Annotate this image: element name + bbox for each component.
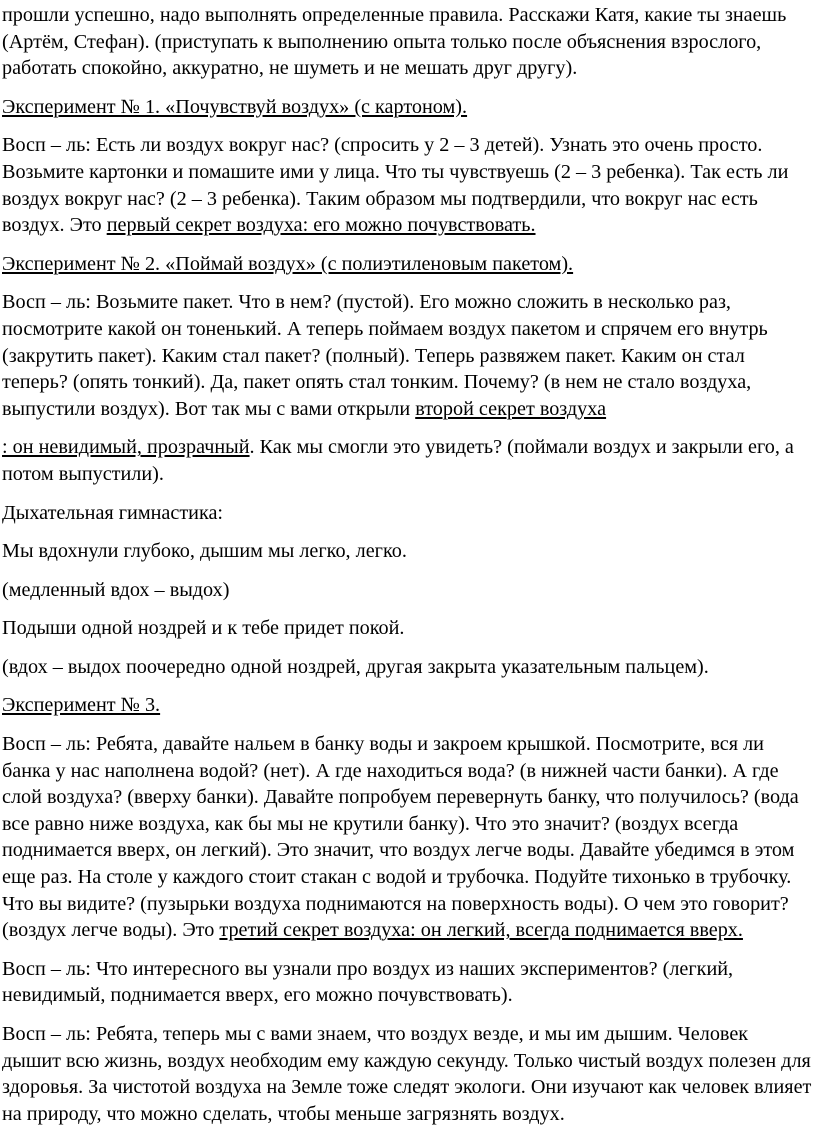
gymnastics-line-3: Подыши одной ноздрей и к тебе придет покой. [2, 617, 405, 640]
gymnastics-line-1: Мы вдохнули глубоко, дышим мы легко, легко. [2, 540, 407, 563]
experiment-2-text: Восп – ль: Возьмите пакет. Что в нем? (пустой). Его можно сложить в несколько раз, посмотрите какой он тоненький. А теперь поймаем воздух пакетом и спрячем его внутрь (закрутить пакет). Каким стал пакет? (полный). Теперь развяжем пакет. Каким он стал теперь? (опять тонкий). Да, пакет опять стал тонким. Почему? (в нем не стало воздуха, выпустили воздух). Вот так мы с вами открыли [2, 291, 768, 420]
experiment-1-heading: Эксперимент № 1. «Почувствуй воздух» (с картоном). [2, 95, 468, 118]
experiment-2-paragraph [2, 289, 812, 422]
experiment-3-paragraph [2, 731, 812, 944]
intro-paragraph: прошли успешно, надо выполнять определенные правила. Расскажи Катя, какие ты знаешь (Артём, Стефан). (приступать к выполнению опыта только после объяснения взрослого, работать спокойно, аккуратно, не шуметь и не мешать друг другу). [2, 4, 787, 80]
experiment-2-heading: Эксперимент № 2. «Поймай воздух» (с полиэтиленовым пакетом). [2, 252, 574, 275]
experiment-3-text: Восп – ль: Ребята, давайте нальем в банку воды и закроем крышкой. Посмотрите, вся ли банка у нас наполнена водой? (нет). А где находиться вода? (в нижней части банки). А где слой воздуха? (вверху банки). Давайте попробуем перевернуть банку, что получилось? (вода все равно ниже воздуха, как бы мы не крутили банку). Что это значит? (воздух всегда поднимается вверх, он легкий). Это значит, что воздух легче воды. Давайте убедимся в этом еще раз. На столе у каждого стоит стакан с водой и трубочка. Подуйте тихонько в трубочку. Что вы видите? (пузырьки воздуха поднимаются на поверхность воды). О чем это говорит? (воздух легче воды). Это [2, 733, 799, 942]
experiment-1-paragraph [2, 132, 812, 238]
experiment-1-text: Восп – ль: Есть ли воздух вокруг нас? (спросить у 2 – 3 детей). Узнать это очень просто. Возьмите картонки и помашите ими у лица. Что ты чувствуешь (2 – 3 ребенка). Так есть ли воздух вокруг нас? (2 – 3 ребенка). Таким образом мы подтвердили, что вокруг нас есть воздух. Это [2, 134, 789, 237]
experiment-3-heading: Эксперимент № 3. [2, 694, 161, 717]
gymnastics-heading: Дыхательная гимнастика: [2, 501, 224, 524]
summary-paragraph: Восп – ль: Что интересного вы узнали про воздух из наших экспериментов? (легкий, невидимый, поднимается вверх, его можно почувствовать). [2, 957, 734, 1007]
closing-paragraph: Восп – ль: Ребята, теперь мы с вами знаем, что воздух везде, и мы им дышим. Человек дышит всю жизнь, воздух необходим ему каждую секунду. Только чистый воздух полезен для здоровья. За чистотой воздуха на Земле тоже следят экологи. Они изучают как человек влияет на природу, что можно сделать, чтобы меньше загрязнять воздух. [2, 1023, 812, 1125]
experiment-3-secret: третий секрет воздуха: он легкий, всегда поднимается вверх. [219, 919, 743, 942]
experiment-2-text-after: . Как мы смогли это увидеть? (поймали воздух и закрыли его, а потом выпустили). [2, 436, 794, 485]
experiment-2-secret-cont: : он невидимый, прозрачный [2, 436, 250, 459]
experiment-2-continuation [2, 434, 812, 487]
gymnastics-line-2: (медленный вдох – выдох) [2, 578, 230, 601]
gymnastics-line-4: (вдох – выдох поочередно одной ноздрей, другая закрыта указательным пальцем). [2, 655, 709, 678]
experiment-2-secret: второй секрет воздуха [415, 397, 607, 420]
experiment-1-secret: первый секрет воздуха: его можно почувствовать. [106, 214, 536, 237]
